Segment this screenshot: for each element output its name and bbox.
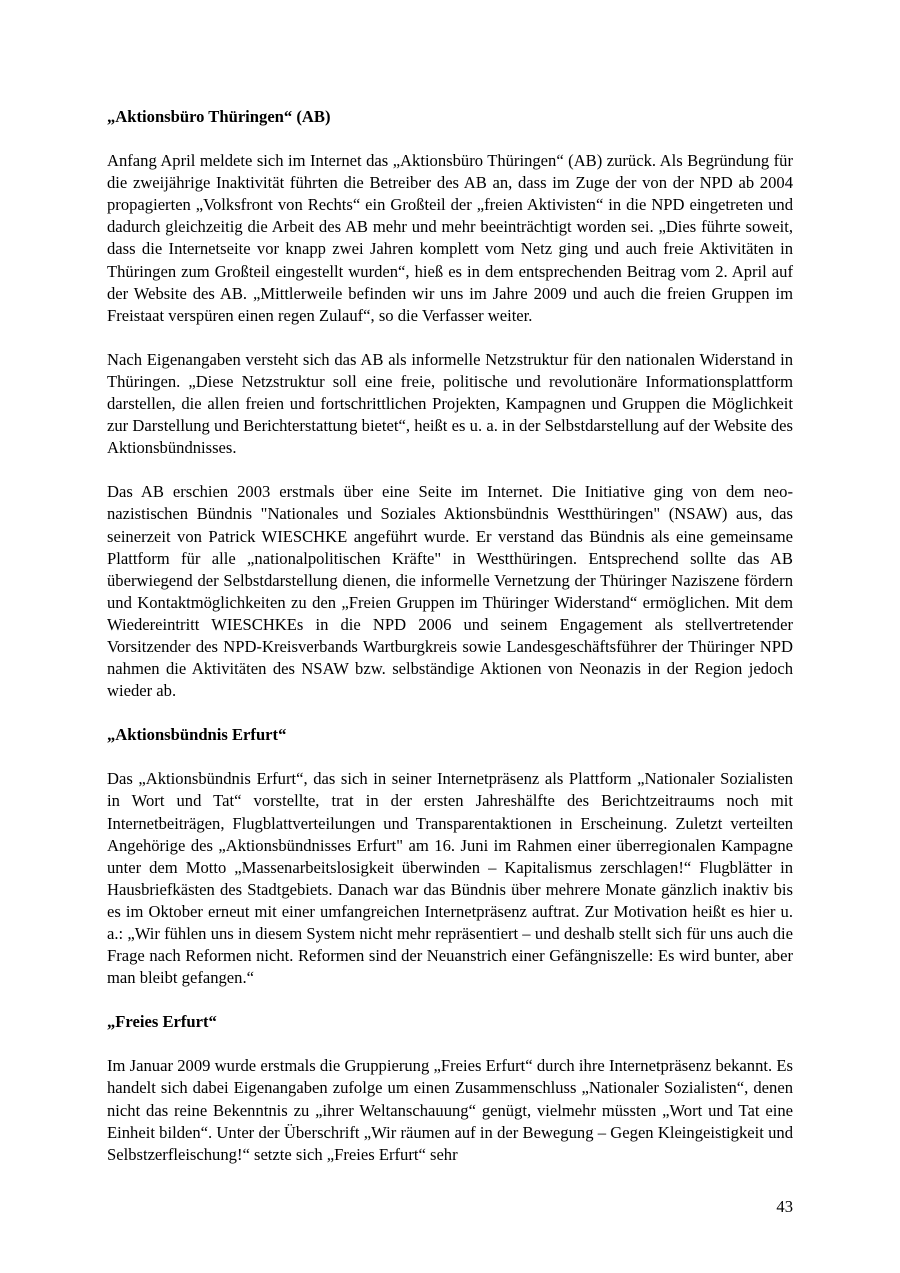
- section-heading: „Freies Erfurt“: [107, 1012, 217, 1032]
- paragraph: Nach Eigenangaben versteht sich das AB als informelle Netzstruktur für den nationalen Widerstand in Thüringen. „Diese Netzstruktur soll eine freie, politische und revolutionäre Informationsplattform darstellen, die allen freien und fortschrittlichen Projekten, Kampagnen und Gruppen die Möglichkeit zur Darstellung und Berichterstattung bietet“, heißt es u. a. in der Selbstdarstellung auf der Website des Aktionsbündnisses.: [107, 349, 793, 458]
- section-heading: „Aktionsbüro Thüringen“ (AB): [107, 107, 331, 126]
- section-freies-erfurt: [107, 1011, 793, 1166]
- section-aktionsbuendnis-erfurt: [107, 724, 793, 989]
- paragraph: Anfang April meldete sich im Internet das „Aktionsbüro Thüringen“ (AB) zurück. Als Begründung für die zweijährige Inaktivität führten die Betreiber des AB an, dass im Zuge der von der NPD ab 2004 propagierten „Volksfront von Rechts“ ein Großteil der „freien Aktivisten“ in die NPD eingetreten und dadurch gleichzeitig die Arbeit des AB mehr und mehr beeinträchtigt worden sei. „Dies führte soweit, dass die Internetseite vor knapp zwei Jahren komplett vom Netz ging und auch freie Aktivitäten in Thüringen zum Großteil eingestellt wurden“, hieß es in dem entsprechenden Beitrag vom 2. April auf der Website des AB. „Mittlerweile befinden wir uns im Jahre 2009 und auch die freien Gruppen im Freistaat verspüren einen regen Zulauf“, so die Verfasser weiter.: [107, 151, 793, 325]
- paragraph: Das „Aktionsbündnis Erfurt“, das sich in seiner Internetpräsenz als Plattform „Nationaler Sozialisten in Wort und Tat“ vorstellte, trat in der ersten Jahreshälfte des Berichtzeitraums noch mit Internetbeiträgen, Flugblattverteilungen und Transparentaktionen in Erscheinung. Zuletzt verteilten Angehörige des „Aktionsbündnisses Erfurt" am 16. Juni im Rahmen einer überregionalen Kampagne unter dem Motto „Massenarbeitslosigkeit überwinden – Kapitalismus zerschlagen!“ Flugblätter in Hausbriefkästen des Stadtgebiets. Danach war das Bündnis über mehrere Monate gänzlich inaktiv bis es im Oktober erneut mit einer umfangreichen Internetpräsenz auftrat. Zur Motivation heißt es hier u. a.: „Wir fühlen uns in diesem System nicht mehr repräsentiert – und deshalb stellt sich für uns auch die Frage nach Reformen nicht. Reformen sind der Neuanstrich einer Gefängniszelle: Es wird bunter, aber man bleibt gefangen.“: [107, 769, 793, 988]
- document-page: [107, 106, 793, 1188]
- page-number: 43: [776, 1197, 793, 1216]
- paragraph: Das AB erschien 2003 erstmals über eine Seite im Internet. Die Initiative ging von dem neonazistischen Bündnis "Nationales und Soziales Aktionsbündnis Westthüringen" (NSAW) aus, das seinerzeit von Patrick WIESCHKE angeführt wurde. Er verstand das Bündnis als eine gemeinsame Plattform für alle „nationalpolitischen Kräfte" in Westthüringen. Entsprechend sollte das AB überwiegend der Selbstdarstellung dienen, die informelle Vernetzung der Thüringer Naziszene fördern und Kontaktmöglichkeiten zu den „Freien Gruppen im Thüringer Widerstand“ ermöglichen. Mit dem Wiedereintritt WIESCHKEs in die NPD 2006 und seinem Engagement als stellvertretender Vorsitzender des NPD-Kreisverbands Wartburgkreis sowie Landesgeschäftsführer der Thüringer NPD nahmen die Aktivitäten des NSAW bzw. selbständige Aktionen von Neonazis in der Region jedoch wieder ab.: [107, 482, 793, 701]
- section-heading: „Aktionsbündnis Erfurt“: [107, 725, 287, 745]
- section-aktionsbuero: [107, 106, 793, 702]
- paragraph: Im Januar 2009 wurde erstmals die Gruppierung „Freies Erfurt“ durch ihre Internetpräsenz bekannt. Es handelt sich dabei Eigenangaben zufolge um einen Zusammenschluss „Nationaler Sozialisten“, denen nicht das reine Bekenntnis zu „ihrer Weltanschauung“ genügt, vielmehr müssten „Wort und Tat eine Einheit bilden“. Unter der Überschrift „Wir räumen auf in der Bewegung – Gegen Kleingeistigkeit und Selbstzerfleischung!“ setzte sich „Freies Erfurt“ sehr: [107, 1056, 793, 1164]
